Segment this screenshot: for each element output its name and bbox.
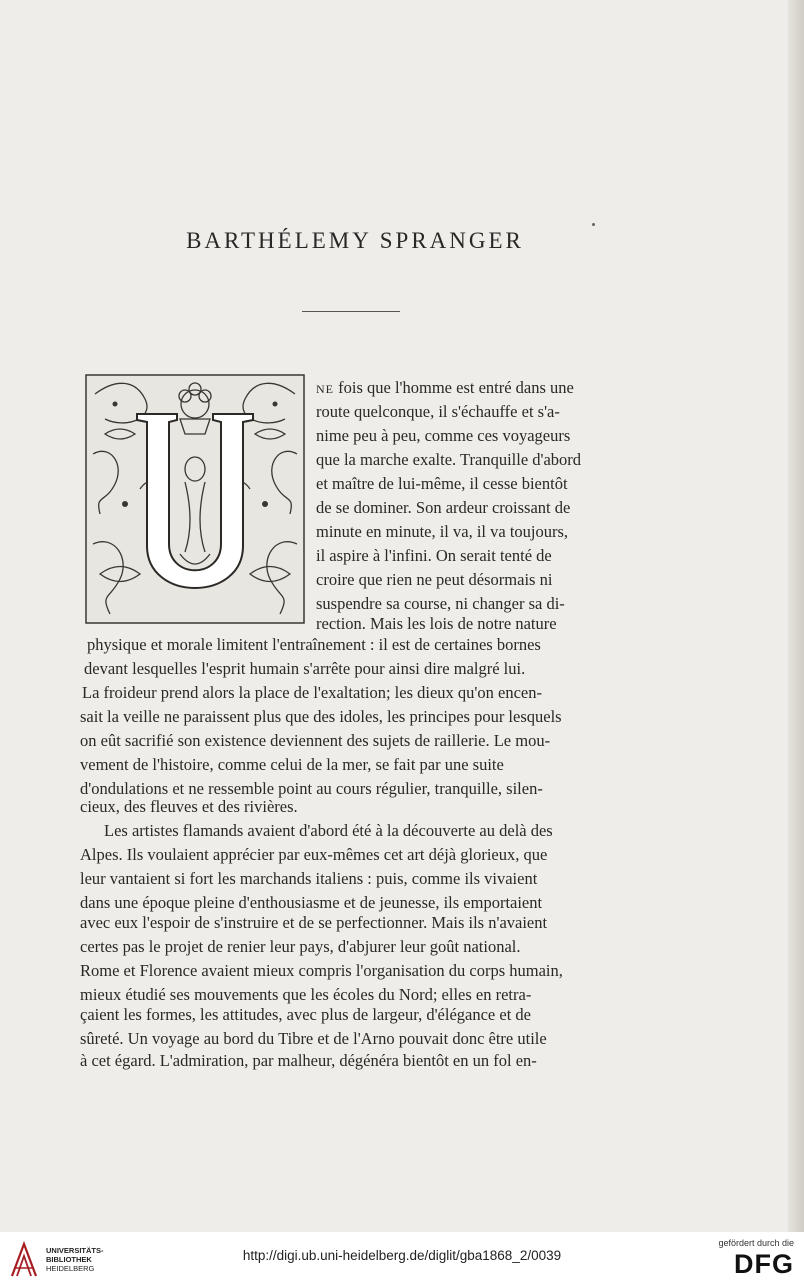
- text-line: rection. Mais les lois de notre nature: [316, 614, 557, 633]
- title-rule: [302, 311, 400, 312]
- text-line: mieux étudié ses mouvements que les écoles du Nord; elles en retra-: [80, 985, 532, 1004]
- text-line: de se dominer. Son ardeur croissant de: [316, 498, 571, 517]
- text-line: sait la veille ne paraissent plus que des idoles, les principes pour lesquels: [80, 707, 562, 726]
- text-line: minute en minute, il va, il va toujours,: [316, 522, 569, 541]
- text-line: on eût sacrifié son existence deviennent des sujets de raillerie. Le mou-: [80, 731, 551, 750]
- text-line: vement de l'histoire, comme celui de la mer, se fait par une suite: [80, 755, 504, 774]
- text-line: devant lesquelles l'esprit humain s'arrête pour ainsi dire malgré lui.: [84, 659, 526, 678]
- ornamental-dropcap: [85, 374, 305, 624]
- text-line: cieux, des fleuves et des rivières.: [80, 797, 298, 816]
- chapter-title: BARTHÉLEMY SPRANGER: [186, 228, 524, 253]
- sponsor-note: gefördert durch die: [718, 1238, 794, 1248]
- text-line: et maître de lui-même, il cesse bientôt: [316, 474, 568, 493]
- first-word: ne: [316, 378, 334, 397]
- text-line: avec eux l'espoir de s'instruire et de se perfectionner. Mais ils n'avaient: [80, 913, 548, 932]
- text-line: Alpes. Ils voulaient apprécier par eux-mêmes cet art déjà glorieux, que: [80, 845, 548, 864]
- text-line: leur vantaient si fort les marchands italiens : puis, comme ils vivaient: [80, 869, 538, 888]
- text-line: d'ondulations et ne ressemble point au cours régulier, tranquille, silen-: [80, 779, 543, 798]
- viewer-footer: [0, 1232, 804, 1288]
- text-line: à cet égard. L'admiration, par malheur, dégénéra bientôt en un fol en-: [80, 1051, 537, 1070]
- text-line: route quelconque, il s'échauffe et s'a-: [316, 402, 560, 421]
- dfg-logo[interactable]: DFG: [734, 1249, 794, 1279]
- text-line: croire que rien ne peut désormais ni: [316, 570, 553, 589]
- text-line: suspendre sa course, ni changer sa di-: [316, 594, 565, 613]
- text-line: çaient les formes, les attitudes, avec plus de largeur, d'élégance et de: [80, 1005, 531, 1024]
- ink-speck: [592, 223, 595, 226]
- page-edge-shadow: [788, 0, 804, 1232]
- text-line: dans une époque pleine d'enthousiasme et de jeunesse, ils emportaient: [80, 893, 543, 912]
- text-line: nime peu à peu, comme ces voyageurs: [316, 426, 571, 445]
- library-name-line: UNIVERSITÄTS-: [46, 1246, 104, 1255]
- text-line-content: fois que l'homme est entré dans une: [334, 378, 574, 397]
- text-line: certes pas le projet de renier leur pays, d'abjurer leur goût national.: [80, 937, 521, 956]
- text-line: sûreté. Un voyage au bord du Tibre et de l'Arno pouvait donc être utile: [80, 1029, 547, 1048]
- text-line: que la marche exalte. Tranquille d'abord: [316, 450, 582, 469]
- library-name-line: HEIDELBERG: [46, 1264, 95, 1273]
- text-line: physique et morale limitent l'entraînement : il est de certaines bornes: [87, 635, 541, 654]
- text-line: Rome et Florence avaient mieux compris l'organisation du corps humain,: [80, 961, 563, 980]
- library-name-line: BIBLIOTHEK: [46, 1255, 92, 1264]
- text-line: il aspire à l'infini. On serait tenté de: [316, 546, 552, 565]
- permalink-url[interactable]: http://digi.ub.uni-heidelberg.de/diglit/gba1868_2/0039: [242, 1248, 562, 1263]
- text-line: La froideur prend alors la place de l'exaltation; les dieux qu'on encen-: [82, 683, 542, 702]
- text-line: Les artistes flamands avaient d'abord été à la découverte au delà des: [104, 821, 553, 840]
- text-line: [316, 378, 574, 398]
